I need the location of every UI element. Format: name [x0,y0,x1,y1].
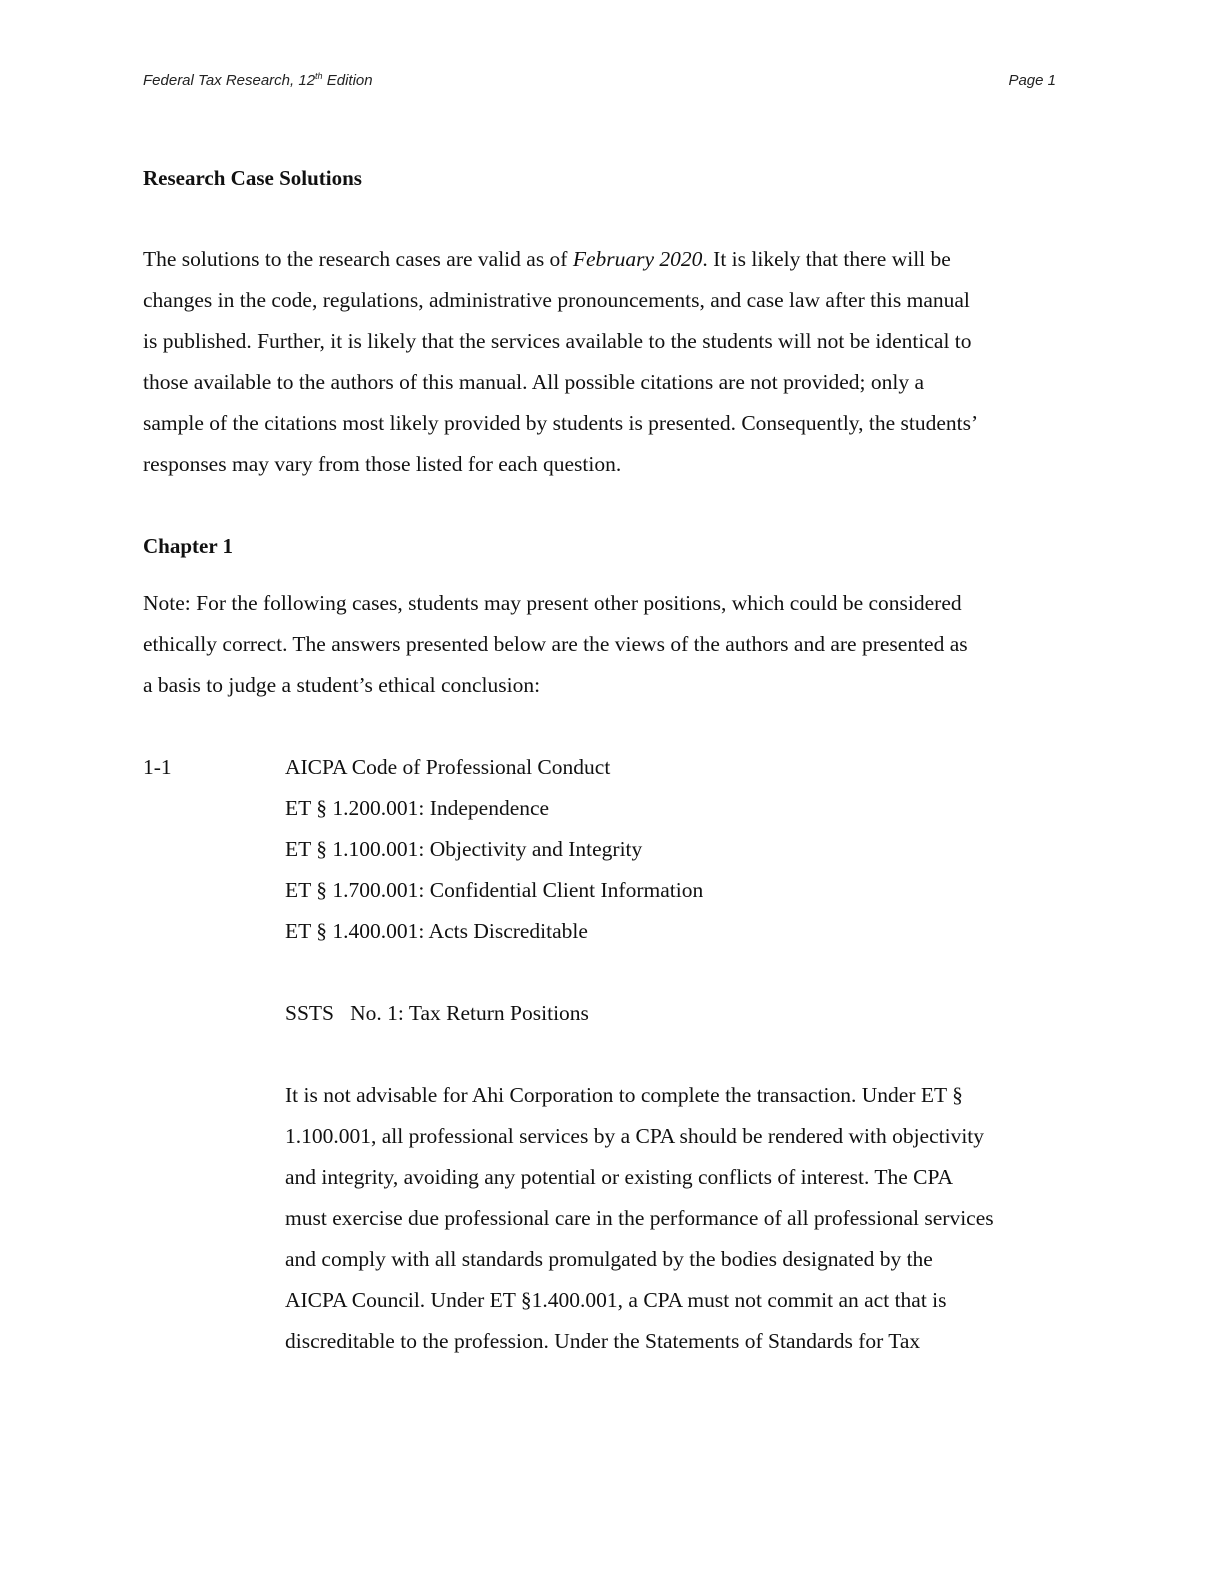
intro-line: is published. Further, it is likely that the services available to the students will not be identical to [143,329,972,353]
answer-line: discreditable to the profession. Under the Statements of Standards for Tax [285,1329,921,1353]
valid-date: February 2020 [572,247,703,271]
note-line: Note: For the following cases, students may present other positions, which could be considered [143,591,962,615]
intro-line: those available to the authors of this manual. All possible citations are not provided; only a [143,370,925,394]
intro-paragraph [143,239,1073,485]
case-number: 1-1 [143,755,172,779]
citation-item: ET § 1.400.001: Acts Discreditable [285,919,588,943]
note-paragraph [143,583,1073,706]
answer-line: and integrity, avoiding any potential or existing conflicts of interest. The CPA [285,1165,953,1189]
answer-line: AICPA Council. Under ET §1.400.001, a CPA must not commit an act that is [285,1288,947,1312]
answer-line: and comply with all standards promulgated by the bodies designated by the [285,1247,933,1271]
edition-superscript: th [315,71,323,81]
ssts-citation [285,993,1075,1034]
citation-item: AICPA Code of Professional Conduct [285,755,611,779]
answer-line: must exercise due professional care in the performance of all professional services [285,1206,994,1230]
intro-line: responses may vary from those listed for each question. [143,452,622,476]
intro-line: changes in the code, regulations, administrative pronouncements, and case law after this manual [143,288,970,312]
page-number: Page 1 [1008,72,1056,89]
chapter-title: Chapter 1 [143,534,234,558]
answer-paragraph [285,1075,1075,1362]
citation-item: ET § 1.700.001: Confidential Client Information [285,878,704,902]
intro-line: sample of the citations most likely provided by students is presented. Consequently, the students’ [143,411,979,435]
citation-item: ET § 1.200.001: Independence [285,796,550,820]
intro-line: The solutions to the research cases are valid as of February 2020. It is likely that there will be [143,247,951,271]
citation-item: ET § 1.100.001: Objectivity and Integrity [285,837,643,861]
ssts-line: SSTS No. 1: Tax Return Positions [285,1001,589,1025]
answer-line: It is not advisable for Ahi Corporation to complete the transaction. Under ET § [285,1083,963,1107]
note-line: a basis to judge a student’s ethical conclusion: [143,673,541,697]
section-title: Research Case Solutions [143,166,362,190]
citation-list [285,747,1075,952]
note-line: ethically correct. The answers presented below are the views of the authors and are presented as [143,632,968,656]
book-title: Federal Tax Research, 12th Edition [143,71,373,89]
answer-line: 1.100.001, all professional services by a CPA should be rendered with objectivity [285,1124,985,1148]
